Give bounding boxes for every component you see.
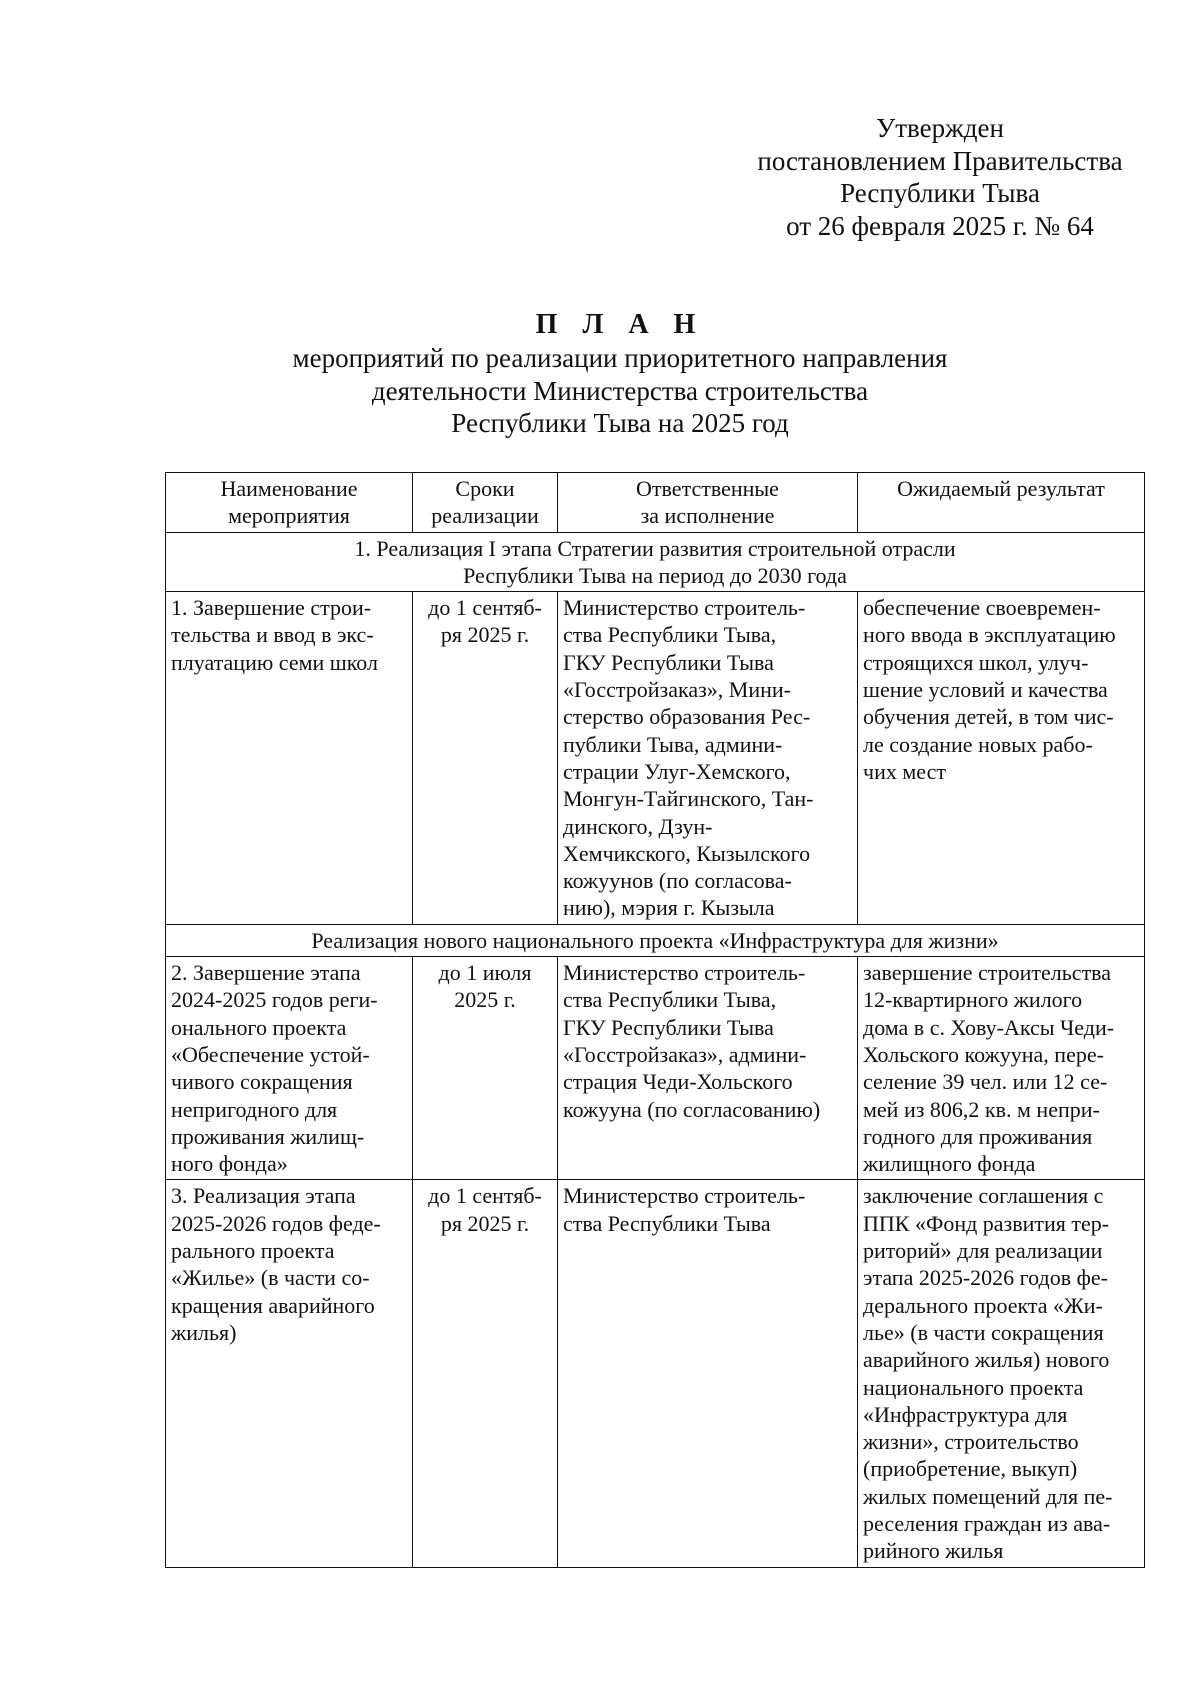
row3-name [166, 1180, 413, 1567]
cell-line: шение условий и качества [863, 677, 1108, 703]
row3-responsible [558, 1180, 858, 1567]
row3-result [858, 1180, 1145, 1567]
plan-table [165, 472, 1145, 1568]
row3-terms [413, 1180, 558, 1567]
cell-line: ного ввода в эксплуатацию [863, 622, 1116, 648]
cell-line: страции Улуг-Хемского, [563, 758, 791, 784]
cell-line: чих мест [863, 758, 946, 784]
cell-line: Хольского кожууна, пере- [863, 1041, 1104, 1067]
cell-line: публики Тыва, админи- [563, 731, 783, 757]
header-terms [413, 473, 558, 533]
cell-line: 2. Завершение этапа [171, 960, 361, 986]
cell-line: ле создание новых рабо- [863, 731, 1093, 757]
row2-result [858, 957, 1145, 1180]
cell-line: 2025 г. [454, 987, 516, 1013]
cell-line: 1. Реализация I этапа Стратегии развития строительной отрасли [354, 535, 956, 561]
cell-line: 12-квартирного жилого [863, 987, 1083, 1013]
section-strategy-title [166, 532, 1145, 592]
table-row [166, 592, 1145, 925]
cell-line: 3. Реализация этапа [171, 1183, 356, 1209]
cell-line: рального проекта [171, 1238, 335, 1264]
table-row [166, 1180, 1145, 1567]
cell-line: Хемчикского, Кызылского [563, 840, 811, 866]
section-row-strategy [166, 532, 1145, 592]
cell-line: ППК «Фонд развития тер- [863, 1210, 1110, 1236]
cell-line: обеспечение своевремен- [863, 595, 1101, 621]
row2-terms [413, 957, 558, 1180]
header-responsible [558, 473, 858, 533]
cell-line: стерство образования Рес- [563, 704, 811, 730]
cell-line: ства Республики Тыва [563, 1210, 771, 1236]
cell-line: мей из 806,2 кв. м непри- [863, 1096, 1100, 1122]
cell-line: аварийного жилья) нового [863, 1347, 1110, 1373]
cell-line: Ответственные [636, 476, 779, 501]
cell-line: Министерство строитель- [563, 595, 806, 621]
cell-line: страция Чеди-Хольского [563, 1069, 793, 1095]
cell-line: «Инфраструктура для [863, 1401, 1068, 1427]
cell-line: реселения граждан из ава- [863, 1510, 1111, 1536]
cell-line: до 1 сентяб- [428, 1183, 542, 1209]
row1-terms [413, 592, 558, 925]
plan-subtitle-line-3: Республики Тыва на 2025 год [451, 408, 789, 438]
header-result [858, 473, 1145, 533]
row2-name [166, 957, 413, 1180]
plan-title: П Л А Н [535, 309, 705, 340]
cell-line: «Жилье» (в части со- [171, 1265, 370, 1291]
cell-line: проживания жилищ- [171, 1123, 365, 1149]
cell-line: Монгун-Тайгинского, Тан- [563, 786, 814, 812]
section-national-project-title [166, 924, 1145, 956]
cell-line: ства Республики Тыва, [563, 622, 777, 648]
cell-line: дерального проекта «Жи- [863, 1292, 1103, 1318]
cell-line: жилых помещений для пе- [863, 1483, 1113, 1509]
cell-line: онального проекта [171, 1014, 347, 1040]
approval-line-resolution: постановлением Правительства [757, 145, 1123, 176]
cell-line: до 1 сентяб- [428, 595, 542, 621]
plan-subtitle-line-2: деятельности Министерства строительства [371, 375, 869, 406]
cell-line: Министерство строитель- [563, 1183, 806, 1209]
cell-line: чивого сокращения [171, 1069, 353, 1095]
cell-line: (приобретение, выкуп) [863, 1456, 1078, 1482]
cell-line: ря 2025 г. [440, 622, 530, 648]
cell-line: 1. Завершение строи- [171, 595, 372, 621]
cell-line: реализации [431, 503, 539, 529]
cell-line: годного для проживания [863, 1123, 1093, 1149]
cell-line: 2024-2025 годов реги- [171, 987, 378, 1013]
cell-line: тельства и ввод в экс- [171, 622, 374, 648]
row1-name [166, 592, 413, 925]
plan-subtitle-line-1: мероприятий по реализации приоритетного направления [292, 343, 948, 373]
cell-line: ря 2025 г. [440, 1210, 530, 1236]
cell-line: кожууна (по согласованию) [563, 1096, 821, 1122]
cell-line: «Госстройзаказ», админи- [563, 1041, 807, 1067]
cell-line: мероприятия [228, 503, 350, 529]
cell-line: строящихся школ, улуч- [863, 649, 1089, 675]
cell-line: до 1 июля [438, 960, 532, 986]
plan-subtitle [150, 342, 1090, 440]
table-row [166, 957, 1145, 1180]
approval-line-republic: Республики Тыва [840, 178, 1040, 208]
plan-heading [150, 308, 1090, 440]
cell-line: национального проекта [863, 1374, 1084, 1400]
cell-line: Ожидаемый результат [897, 476, 1105, 501]
row1-responsible [558, 592, 858, 925]
cell-line: риторий» для реализации [863, 1238, 1103, 1264]
cell-line: ного фонда» [171, 1151, 288, 1177]
cell-line: завершение строительства [863, 960, 1112, 986]
approval-stamp [730, 112, 1150, 242]
cell-line: плуатацию семи школ [171, 649, 378, 675]
cell-line: Республики Тыва на период до 2030 года [463, 562, 847, 588]
cell-line: лье» (в части сокращения [863, 1319, 1104, 1345]
cell-line: этапа 2025-2026 годов фе- [863, 1265, 1108, 1291]
cell-line: ГКУ Республики Тыва [563, 649, 774, 675]
cell-line: Реализация нового национального проекта «Инфраструктура для жизни» [311, 927, 999, 953]
table-header-row [166, 473, 1145, 533]
cell-line: обучения детей, в том чис- [863, 704, 1114, 730]
cell-line: нию), мэрия г. Кызыла [563, 895, 775, 921]
cell-line: жизни», строительство [863, 1429, 1079, 1455]
cell-line: жилищного фонда [863, 1151, 1036, 1177]
approval-line-approved: Утвержден [876, 113, 1004, 143]
cell-line: Наименование [220, 476, 358, 501]
cell-line: кожуунов (по согласова- [563, 868, 792, 894]
section-row-national-project [166, 924, 1145, 956]
cell-line: «Госстройзаказ», Мини- [563, 677, 791, 703]
approval-line-date-number: от 26 февраля 2025 г. № 64 [786, 210, 1094, 241]
cell-line: ГКУ Республики Тыва [563, 1014, 774, 1040]
cell-line: Сроки [455, 476, 515, 501]
row2-responsible [558, 957, 858, 1180]
cell-line: Министерство строитель- [563, 960, 806, 986]
cell-line: ства Республики Тыва, [563, 987, 777, 1013]
header-name [166, 473, 413, 533]
cell-line: жилья) [171, 1319, 237, 1345]
cell-line: непригодного для [171, 1096, 338, 1122]
cell-line: селение 39 чел. или 12 се- [863, 1069, 1108, 1095]
cell-line: динского, Дзун- [563, 813, 713, 839]
cell-line: рийного жилья [863, 1538, 1004, 1564]
cell-line: 2025-2026 годов феде- [171, 1210, 381, 1236]
cell-line: кращения аварийного [171, 1292, 375, 1318]
cell-line: за исполнение [640, 503, 775, 529]
cell-line: «Обеспечение устой- [171, 1041, 370, 1067]
cell-line: дома в с. Хову-Аксы Чеди- [863, 1014, 1115, 1040]
row1-result [858, 592, 1145, 925]
cell-line: заключение соглашения с [863, 1183, 1104, 1209]
